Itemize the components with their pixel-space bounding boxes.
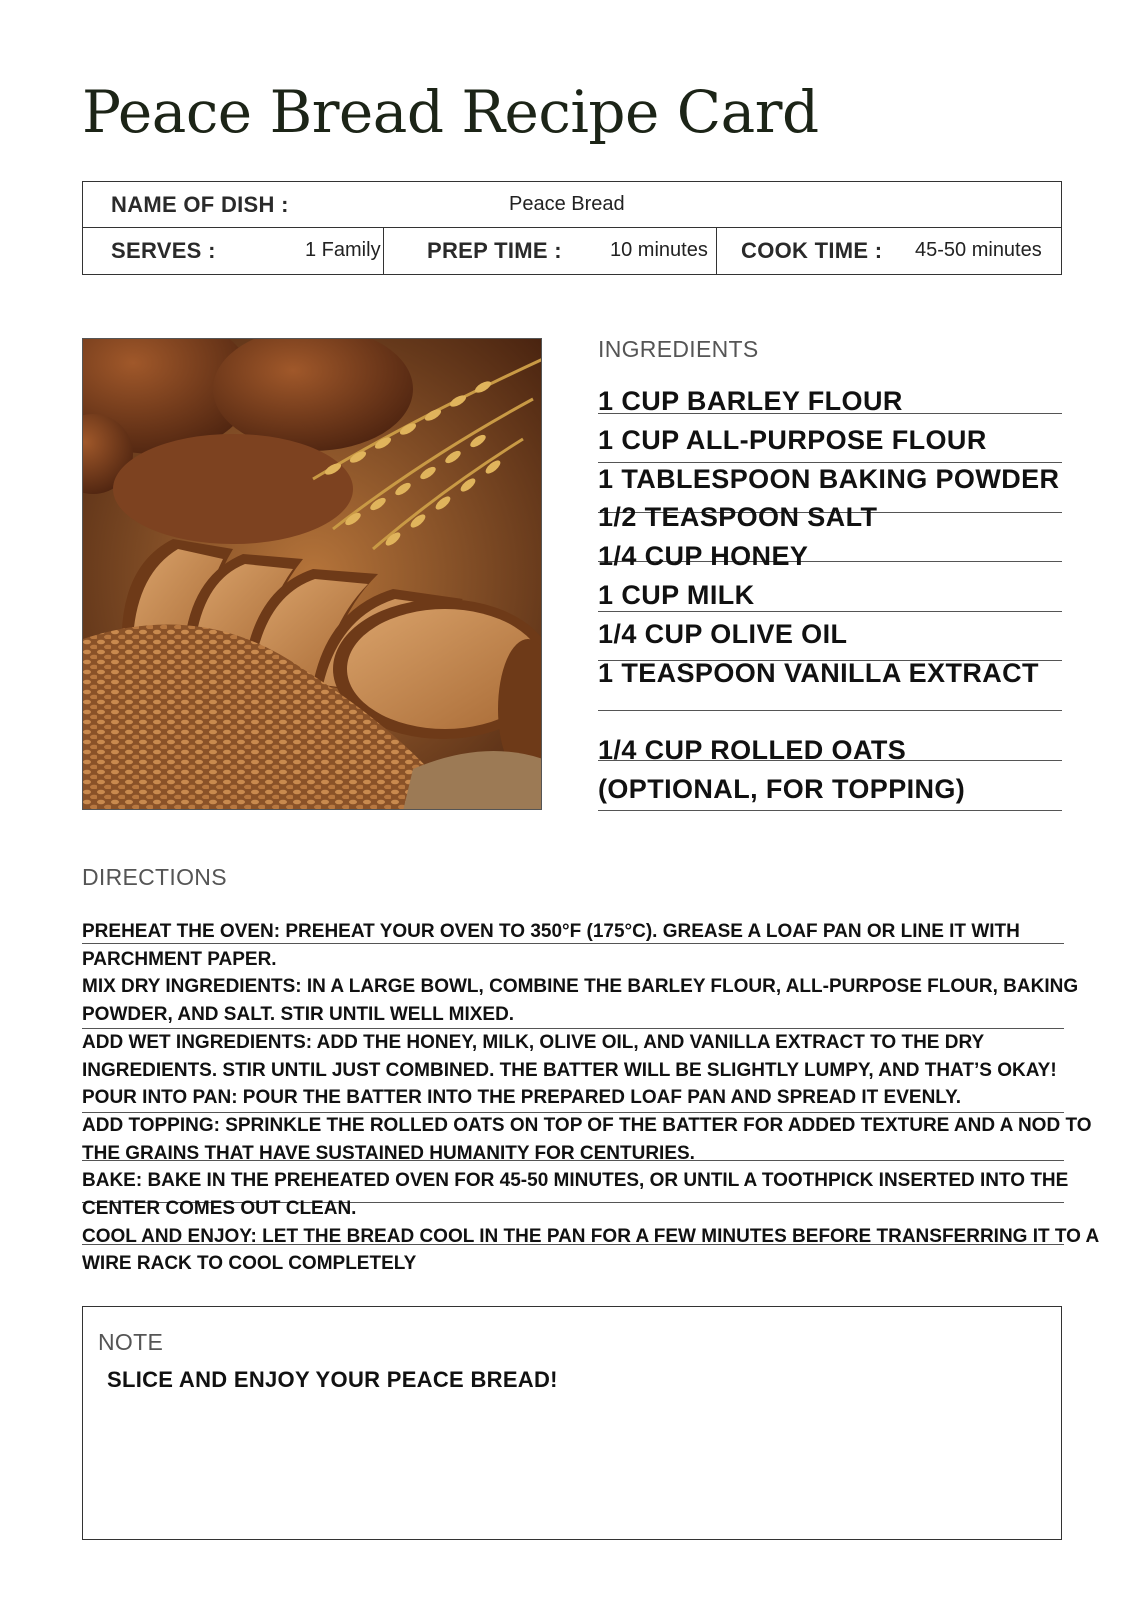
directions-heading: DIRECTIONS xyxy=(82,864,227,890)
cook-time-value: 45-50 minutes xyxy=(915,239,1042,261)
cell-divider xyxy=(383,228,384,274)
ingredient-rule xyxy=(598,611,1062,612)
dish-name-row xyxy=(83,182,1061,228)
ingredient-item: 1/4 CUP HONEY xyxy=(598,541,809,571)
ingredient-item: 1/4 CUP OLIVE OIL xyxy=(598,619,848,649)
ingredients-heading: INGREDIENTS xyxy=(598,336,759,362)
ingredient-item: 1 TABLESPOON BAKING POWDER xyxy=(598,464,1060,494)
ingredient-rule xyxy=(598,413,1062,414)
direction-step: BAKE: BAKE IN THE PREHEATED OVEN FOR 45-50 MINUTES, OR UNTIL A TOOTHPICK INSERTED INTO THE CENTER COMES OUT CLEAN. xyxy=(82,1170,1069,1220)
dish-name-label: NAME OF DISH : xyxy=(111,192,289,217)
note-box xyxy=(82,1306,1062,1540)
bread-and-wheat-icon xyxy=(83,339,542,810)
note-text: SLICE AND ENJOY YOUR PEACE BREAD! xyxy=(107,1367,558,1392)
bread-photo xyxy=(82,338,542,810)
directions-list xyxy=(82,918,1122,1278)
ingredient-item: 1 CUP BARLEY FLOUR xyxy=(598,386,903,416)
direction-step: POUR INTO PAN: POUR THE BATTER INTO THE PREPARED LOAF PAN AND SPREAD IT EVENLY. xyxy=(82,1087,962,1109)
ingredient-rule xyxy=(598,760,1062,761)
ingredient-item: 1/4 CUP ROLLED OATS xyxy=(598,735,907,765)
direction-step: MIX DRY INGREDIENTS: IN A LARGE BOWL, COMBINE THE BARLEY FLOUR, ALL-PURPOSE FLOUR, BAKING POWDER, AND SALT. STIR UNTIL WELL MIXED. xyxy=(82,976,1079,1026)
ingredient-rule xyxy=(598,462,1062,463)
prep-time-value: 10 minutes xyxy=(610,239,708,261)
direction-step: ADD TOPPING: SPRINKLE THE ROLLED OATS ON TOP OF THE BATTER FOR ADDED TEXTURE AND A NOD TO THE GRAINS THAT HAVE SUSTAINED HUMANITY FOR CENTURIES. xyxy=(82,1114,1092,1164)
direction-step: PREHEAT THE OVEN: PREHEAT YOUR OVEN TO 350°F (175°C). GREASE A LOAF PAN OR LINE IT WITH PARCHMENT PAPER. xyxy=(82,921,1020,970)
page-title: Peace Bread Recipe Card xyxy=(82,78,819,146)
serves-value: 1 Family xyxy=(305,239,381,261)
ingredient-item: (OPTIONAL, FOR TOPPING) xyxy=(598,774,966,804)
ingredient-item: 1 TEASPOON VANILLA EXTRACT xyxy=(598,658,1039,688)
direction-step: ADD WET INGREDIENTS: ADD THE HONEY, MILK, OLIVE OIL, AND VANILLA EXTRACT TO THE DRY INGREDIENTS. STIR UNTIL JUST COMBINED. THE BATTER WILL BE SLIGHTLY LUMPY, AND THAT’S OKAY! xyxy=(82,1031,1057,1081)
serves-label: SERVES : xyxy=(111,238,216,263)
ingredient-item: 1/2 TEASPOON SALT xyxy=(598,502,878,532)
cell-divider xyxy=(716,228,717,274)
dish-name-value: Peace Bread xyxy=(509,193,625,215)
ingredient-item: 1 CUP MILK xyxy=(598,580,755,610)
direction-step: COOL AND ENJOY: LET THE BREAD COOL IN THE PAN FOR A FEW MINUTES BEFORE TRANSFERRING IT TO A WIRE RACK TO COOL COMPLETELY xyxy=(82,1225,1099,1275)
prep-time-label: PREP TIME : xyxy=(427,238,562,263)
cook-time-label: COOK TIME : xyxy=(741,238,883,263)
ingredient-rule xyxy=(598,710,1062,711)
timing-row xyxy=(83,228,1061,274)
ingredient-rule xyxy=(598,810,1062,811)
note-heading: NOTE xyxy=(98,1329,164,1355)
dish-info-table xyxy=(82,181,1062,275)
ingredient-item: 1 CUP ALL-PURPOSE FLOUR xyxy=(598,425,987,455)
